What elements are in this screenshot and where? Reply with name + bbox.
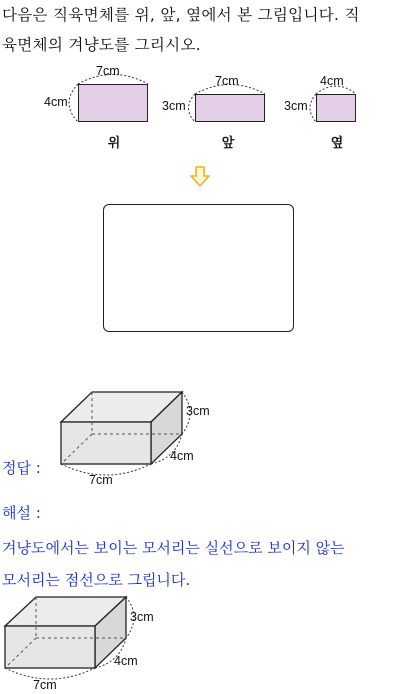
- explanation-depth-label: 4cm: [114, 654, 138, 668]
- explanation-label: 해설 :: [2, 504, 41, 522]
- front-view: [160, 72, 280, 152]
- front-view-height-label: 3cm: [162, 99, 186, 113]
- down-arrow-icon: [190, 166, 210, 188]
- answer-depth-label: 4cm: [170, 449, 194, 463]
- front-view-name: 앞: [221, 136, 235, 151]
- side-view: [282, 72, 382, 152]
- side-view-height-label: 3cm: [284, 99, 308, 113]
- side-view-width-label: 4cm: [320, 74, 344, 88]
- front-view-width-label: 7cm: [215, 74, 239, 88]
- question-line-2: 육면체의 겨냥도를 그리시오.: [2, 36, 201, 54]
- answer-label: 정답 :: [2, 459, 41, 477]
- top-view-height-label: 4cm: [44, 95, 68, 109]
- question-line-1: 다음은 직육면체를 위, 앞, 옆에서 본 그림입니다. 직: [2, 6, 360, 24]
- top-view-rectangle: [78, 84, 148, 122]
- side-view-rectangle: [316, 94, 356, 122]
- explanation-text: [2, 532, 345, 596]
- explanation-line-1: 겨냥도에서는 보이는 모서리는 실선으로 보이지 않는: [2, 539, 345, 557]
- top-view-width-label: 7cm: [96, 64, 120, 78]
- answer-section: [0, 386, 400, 496]
- explanation-figure: [0, 594, 400, 694]
- front-view-rectangle: [195, 94, 265, 122]
- answer-width-label: 7cm: [89, 473, 113, 487]
- explanation-line-2: 모서리는 점선으로 그립니다.: [2, 571, 191, 589]
- answer-height-label: 3cm: [186, 404, 210, 418]
- explanation-height-label: 3cm: [130, 610, 154, 624]
- top-view: [40, 62, 160, 152]
- answer-drawing-box[interactable]: [103, 204, 294, 332]
- explanation-width-label: 7cm: [33, 678, 57, 692]
- side-view-name: 옆: [330, 136, 344, 151]
- answer-box-diagram: [0, 386, 260, 496]
- top-view-name: 위: [107, 136, 121, 151]
- question-text: [2, 0, 360, 60]
